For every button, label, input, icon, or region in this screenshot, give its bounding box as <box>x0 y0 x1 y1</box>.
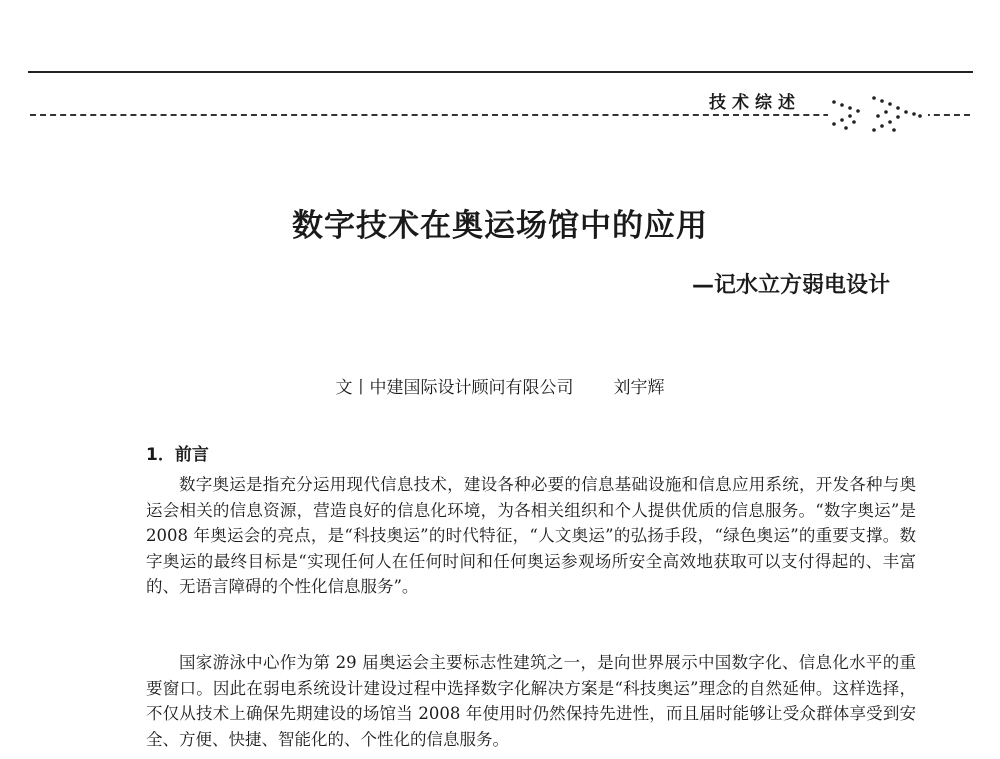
byline-organization: 文丨中建国际设计顾问有限公司 <box>335 378 574 398</box>
section-tag: 技术综述 <box>705 88 805 113</box>
body-paragraph-1: 数字奥运是指充分运用现代信息技术，建设各种必要的信息基础设施和信息应用系统，开发各种与奥运会相关的信息资源，营造良好的信息化环境，为各相关组织和个人提供优质的信息服务。“数字奥运”是 2008 年奥运会的亮点，是“科技奥运”的时代特征，“人文奥运”的弘扬手段，“绿色奥运”的重要支撑。数字奥运的最终目标是“实现任何人在任何时间和任何奥运参观场所安全高效地获取可以支付得起的、丰富的、无语言障碍的个性化信息服务”。 <box>146 475 916 596</box>
byline <box>0 373 1000 398</box>
header-rule-solid <box>28 71 973 73</box>
article-title: 数字技术在奥运场馆中的应用 <box>292 208 708 244</box>
section-heading: 1．前言 <box>146 445 209 465</box>
article-subtitle: —记水立方弱电设计 <box>691 273 890 298</box>
body-paragraph-2: 国家游泳中心作为第 29 届奥运会主要标志性建筑之一，是向世界展示中国数字化、信息化水平的重要窗口。因此在弱电系统设计建设过程中选择数字化解决方案是“科技奥运”理念的自然延伸。这样选择，不仅从技术上确保先期建设的场馆当 2008 年使用时仍然保持先进性，而且届时能够让受众群体享受到安全、方便、快捷、智能化的、个性化的信息服务。 <box>146 653 916 749</box>
dotted-arrows-icon <box>828 92 928 136</box>
byline-author: 刘宇辉 <box>613 378 665 398</box>
